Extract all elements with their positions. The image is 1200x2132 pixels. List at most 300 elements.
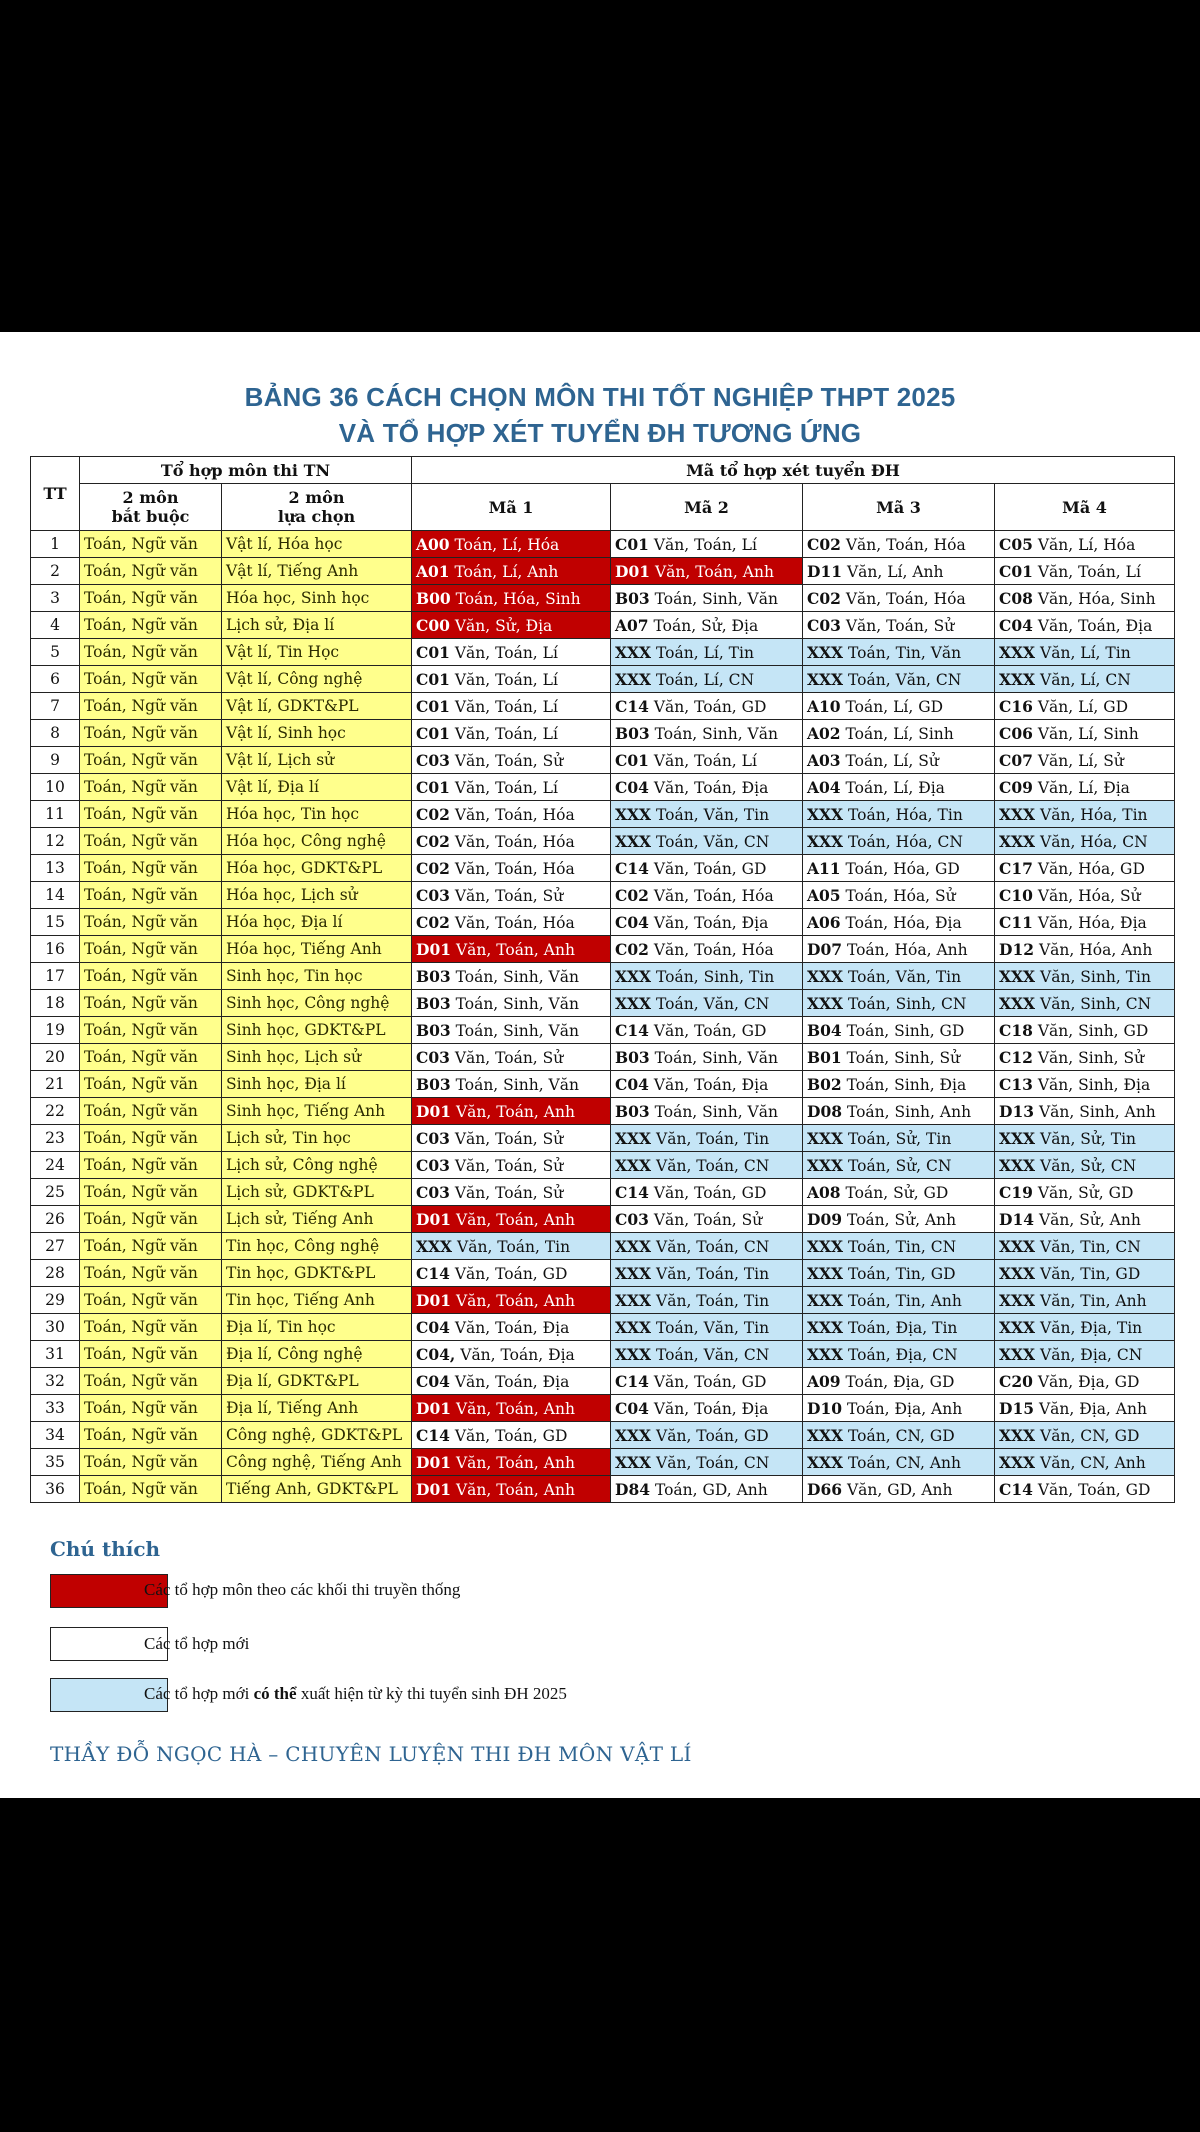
- ma-2-cell: [611, 936, 803, 963]
- combo-code: D84: [615, 1479, 651, 1499]
- combo-code: C01: [416, 696, 450, 716]
- combo-code: B00: [416, 588, 451, 608]
- legend-blue-bold: có thể: [253, 1684, 297, 1703]
- ma-1-cell: [412, 1152, 611, 1179]
- ma-3-cell: [803, 720, 995, 747]
- combo-code: XXX: [416, 1236, 453, 1256]
- table-row: [31, 1098, 1175, 1125]
- ma-2-cell: [611, 1395, 803, 1422]
- table-row: [31, 693, 1175, 720]
- table-row: [31, 531, 1175, 558]
- combo-code: XXX: [807, 1317, 844, 1337]
- ma-4-cell: [995, 909, 1175, 936]
- optional-subjects: Sinh học, Lịch sử: [222, 1044, 412, 1071]
- optional-subjects: Vật lí, GDKT&PL: [222, 693, 412, 720]
- ma-3-cell: [803, 1233, 995, 1260]
- combo-code: D09: [807, 1209, 843, 1229]
- optional-subjects: Vật lí, Hóa học: [222, 531, 412, 558]
- required-subjects: Toán, Ngữ văn: [80, 1368, 222, 1395]
- optional-subjects: Lịch sử, Tin học: [222, 1125, 412, 1152]
- combo-subjects: Văn, Toán, Hóa: [454, 832, 575, 851]
- combo-subjects: Văn, Toán, Địa: [653, 913, 769, 932]
- combo-code: B03: [615, 723, 650, 743]
- combo-subjects: Toán, Sinh, CN: [848, 994, 967, 1013]
- combo-subjects: Toán, CN, GD: [848, 1426, 955, 1445]
- required-subjects: Toán, Ngữ văn: [80, 1449, 222, 1476]
- ma-3-cell: [803, 1449, 995, 1476]
- table-row: [31, 909, 1175, 936]
- combo-code: C04: [416, 1317, 450, 1337]
- optional-subjects: Lịch sử, Địa lí: [222, 612, 412, 639]
- combo-code: C02: [416, 804, 450, 824]
- combo-code: A02: [807, 723, 841, 743]
- combo-code: C03: [416, 1155, 450, 1175]
- combo-subjects: Văn, Toán, Sử: [454, 1048, 564, 1067]
- combo-code: XXX: [807, 831, 844, 851]
- optional-subjects: Hóa học, GDKT&PL: [222, 855, 412, 882]
- ma-4-cell: [995, 666, 1175, 693]
- combo-code: XXX: [615, 642, 652, 662]
- row-number: 17: [31, 963, 80, 990]
- optional-subjects: Lịch sử, Tiếng Anh: [222, 1206, 412, 1233]
- required-subjects: Toán, Ngữ văn: [80, 1206, 222, 1233]
- combo-code: XXX: [615, 831, 652, 851]
- row-number: 5: [31, 639, 80, 666]
- header-to-hop-tn: Tổ hợp môn thi TN: [80, 457, 412, 484]
- header-ma-to-hop: Mã tổ hợp xét tuyển ĐH: [412, 457, 1175, 484]
- combo-code: B03: [416, 1074, 451, 1094]
- ma-4-cell: [995, 693, 1175, 720]
- combo-code: C08: [999, 588, 1033, 608]
- required-subjects: Toán, Ngữ văn: [80, 1179, 222, 1206]
- header-tt: TT: [31, 457, 80, 531]
- combo-code: A04: [807, 777, 841, 797]
- combo-code: XXX: [615, 1128, 652, 1148]
- combo-subjects: Văn, Toán, Sử: [454, 1183, 564, 1202]
- combo-subjects: Văn, Toán, Địa: [653, 1399, 769, 1418]
- combo-code: XXX: [807, 642, 844, 662]
- optional-subjects: Vật lí, Địa lí: [222, 774, 412, 801]
- combo-subjects: Văn, CN, Anh: [1040, 1453, 1146, 1472]
- combo-subjects: Toán, Văn, Tin: [656, 1318, 770, 1337]
- combo-code: C02: [615, 939, 649, 959]
- combo-code: XXX: [807, 1452, 844, 1472]
- combo-code: D15: [999, 1398, 1035, 1418]
- ma-4-cell: [995, 1368, 1175, 1395]
- combo-subjects: Văn, Toán, Lí: [653, 751, 757, 770]
- combo-code: C02: [615, 885, 649, 905]
- combo-code: A07: [615, 615, 649, 635]
- combo-subjects: Văn, Toán, GD: [653, 1183, 767, 1202]
- combo-subjects: Toán, Sinh, Sử: [846, 1048, 961, 1067]
- ma-4-cell: [995, 1098, 1175, 1125]
- table-row: [31, 1206, 1175, 1233]
- ma-4-cell: [995, 1341, 1175, 1368]
- ma-3-cell: [803, 882, 995, 909]
- combo-subjects: Văn, Toán, Sử: [454, 1156, 564, 1175]
- optional-subjects: Địa lí, GDKT&PL: [222, 1368, 412, 1395]
- required-subjects: Toán, Ngữ văn: [80, 666, 222, 693]
- combo-code: XXX: [999, 1317, 1036, 1337]
- combo-subjects: Văn, Địa, CN: [1040, 1345, 1143, 1364]
- combo-subjects: Toán, Hóa, Sử: [845, 886, 956, 905]
- ma-1-cell: [412, 1449, 611, 1476]
- row-number: 4: [31, 612, 80, 639]
- required-subjects: Toán, Ngữ văn: [80, 639, 222, 666]
- combo-subjects: Văn, Tin, Anh: [1040, 1291, 1147, 1310]
- table-row: [31, 747, 1175, 774]
- combo-code: A03: [807, 750, 841, 770]
- combo-code: XXX: [999, 831, 1036, 851]
- optional-subjects: Vật lí, Công nghệ: [222, 666, 412, 693]
- combo-code: C04: [416, 1371, 450, 1391]
- combo-subjects: Văn, Toán, GD: [656, 1426, 769, 1445]
- required-subjects: Toán, Ngữ văn: [80, 882, 222, 909]
- ma-3-cell: [803, 585, 995, 612]
- ma-3-cell: [803, 1044, 995, 1071]
- ma-1-cell: [412, 801, 611, 828]
- ma-3-cell: [803, 855, 995, 882]
- combo-subjects: Văn, Hóa, Anh: [1038, 940, 1153, 959]
- table-row: [31, 720, 1175, 747]
- combo-code: D01: [416, 1290, 452, 1310]
- row-number: 18: [31, 990, 80, 1017]
- table-row: [31, 666, 1175, 693]
- combo-subjects: Toán, Sử, Anh: [846, 1210, 957, 1229]
- combo-code: B01: [807, 1047, 842, 1067]
- combo-subjects: Văn, Lí, Sinh: [1037, 724, 1139, 743]
- combo-subjects: Văn, Toán, Tin: [656, 1129, 770, 1148]
- ma-4-cell: [995, 801, 1175, 828]
- combo-subjects: Toán, Sinh, Văn: [455, 1021, 579, 1040]
- combo-subjects: Văn, Toán, Hóa: [653, 886, 774, 905]
- ma-4-cell: [995, 774, 1175, 801]
- row-number: 9: [31, 747, 80, 774]
- required-subjects: Toán, Ngữ văn: [80, 963, 222, 990]
- ma-1-cell: [412, 909, 611, 936]
- ma-2-cell: [611, 1125, 803, 1152]
- combo-subjects: Văn, Toán, Lí: [454, 778, 558, 797]
- combo-code: XXX: [807, 1128, 844, 1148]
- combo-subjects: Văn, Toán, Tin: [656, 1264, 770, 1283]
- combo-code: XXX: [615, 1155, 652, 1175]
- combo-subjects: Văn, Toán, GD: [653, 1372, 767, 1391]
- combo-subjects: Toán, CN, Anh: [848, 1453, 962, 1472]
- combo-subjects: Toán, Sinh, GD: [846, 1021, 965, 1040]
- combo-subjects: Văn, Hóa, CN: [1040, 832, 1148, 851]
- optional-subjects: Sinh học, Tiếng Anh: [222, 1098, 412, 1125]
- combo-code: D01: [416, 1209, 452, 1229]
- ma-3-cell: [803, 774, 995, 801]
- combo-subjects: Toán, Hóa, Tin: [848, 805, 963, 824]
- combo-subjects: Văn, CN, GD: [1040, 1426, 1140, 1445]
- combo-code: D01: [615, 561, 651, 581]
- combo-subjects: Văn, Lí, CN: [1040, 670, 1131, 689]
- ma-2-cell: [611, 531, 803, 558]
- combo-subjects: Văn, Địa, Tin: [1040, 1318, 1143, 1337]
- combo-subjects: Văn, Toán, Sử: [454, 886, 564, 905]
- ma-2-cell: [611, 693, 803, 720]
- combo-subjects: Văn, GD, Anh: [846, 1480, 953, 1499]
- combo-subjects: Văn, Toán, Hóa: [845, 535, 966, 554]
- combo-code: D14: [999, 1209, 1035, 1229]
- combo-subjects: Toán, Lí, Tin: [656, 643, 754, 662]
- combo-code: D08: [807, 1101, 843, 1121]
- combo-subjects: Toán, Sinh, Văn: [654, 1048, 778, 1067]
- table-row: [31, 1179, 1175, 1206]
- combo-code: D10: [807, 1398, 843, 1418]
- combo-subjects: Toán, GD, Anh: [654, 1480, 768, 1499]
- combo-code: C17: [999, 858, 1033, 878]
- combo-code: D01: [416, 1398, 452, 1418]
- combo-subjects: Văn, Toán, Anh: [455, 1453, 575, 1472]
- combo-code: C01: [416, 777, 450, 797]
- combo-code: C00: [416, 615, 450, 635]
- combo-code: A09: [807, 1371, 841, 1391]
- combo-subjects: Toán, Lí, Địa: [845, 778, 945, 797]
- ma-2-cell: [611, 1341, 803, 1368]
- combo-subjects: Toán, Địa, Anh: [846, 1399, 963, 1418]
- combo-subjects: Toán, Sử, CN: [848, 1156, 952, 1175]
- table-row: [31, 1071, 1175, 1098]
- table-row: [31, 1395, 1175, 1422]
- combo-subjects: Văn, Toán, Lí: [1037, 562, 1141, 581]
- row-number: 12: [31, 828, 80, 855]
- header-required: [80, 484, 222, 531]
- ma-1-cell: [412, 990, 611, 1017]
- required-subjects: Toán, Ngữ văn: [80, 1125, 222, 1152]
- combo-subjects: Toán, Hóa, GD: [845, 859, 960, 878]
- combo-code: B03: [615, 1047, 650, 1067]
- combo-code: C04: [615, 777, 649, 797]
- ma-3-cell: [803, 1368, 995, 1395]
- row-number: 19: [31, 1017, 80, 1044]
- combo-subjects: Văn, Toán, Hóa: [845, 589, 966, 608]
- ma-4-cell: [995, 1071, 1175, 1098]
- table-row: [31, 1152, 1175, 1179]
- combo-code: XXX: [999, 1290, 1036, 1310]
- combo-code: XXX: [615, 1317, 652, 1337]
- combo-subjects: Văn, Toán, Địa: [454, 1318, 570, 1337]
- ma-1-cell: [412, 585, 611, 612]
- ma-2-cell: [611, 558, 803, 585]
- combo-code: C11: [999, 912, 1033, 932]
- combo-subjects: Toán, Tin, CN: [848, 1237, 957, 1256]
- combo-subjects: Văn, Sử, CN: [1040, 1156, 1137, 1175]
- ma-3-cell: [803, 1476, 995, 1503]
- combo-code: A01: [416, 561, 450, 581]
- ma-1-cell: [412, 1341, 611, 1368]
- ma-2-cell: [611, 1368, 803, 1395]
- combo-code: XXX: [999, 1452, 1036, 1472]
- combo-code: C04,: [416, 1344, 456, 1364]
- optional-subjects: Hóa học, Công nghệ: [222, 828, 412, 855]
- combo-code: A05: [807, 885, 841, 905]
- table-row: [31, 1449, 1175, 1476]
- combo-code: D11: [807, 561, 843, 581]
- ma-4-cell: [995, 1233, 1175, 1260]
- combo-subjects: Toán, Sinh, Địa: [846, 1075, 967, 1094]
- required-subjects: Toán, Ngữ văn: [80, 612, 222, 639]
- row-number: 1: [31, 531, 80, 558]
- combo-subjects: Văn, Toán, Hóa: [454, 913, 575, 932]
- combo-subjects: Toán, Văn, CN: [656, 994, 770, 1013]
- combo-subjects: Toán, Sử, Địa: [653, 616, 759, 635]
- combo-subjects: Văn, Toán, GD: [653, 1021, 767, 1040]
- legend-label-blue: [144, 1684, 567, 1704]
- combo-subjects: Văn, Lí, Anh: [846, 562, 944, 581]
- ma-3-cell: [803, 1395, 995, 1422]
- ma-3-cell: [803, 1422, 995, 1449]
- combo-subjects: Toán, Địa, CN: [848, 1345, 958, 1364]
- optional-subjects: Tiếng Anh, GDKT&PL: [222, 1476, 412, 1503]
- combo-subjects: Văn, Toán, Tin: [656, 1291, 770, 1310]
- combo-code: C02: [807, 588, 841, 608]
- ma-1-cell: [412, 720, 611, 747]
- combo-code: XXX: [807, 1236, 844, 1256]
- combo-subjects: Toán, Lí, GD: [845, 697, 944, 716]
- combo-code: A08: [807, 1182, 841, 1202]
- ma-4-cell: [995, 855, 1175, 882]
- ma-1-cell: [412, 639, 611, 666]
- combo-code: B02: [807, 1074, 842, 1094]
- combo-subjects: Văn, Sinh, Anh: [1038, 1102, 1156, 1121]
- combo-code: C03: [416, 1047, 450, 1067]
- combo-code: C01: [999, 561, 1033, 581]
- legend-blue-post: xuất hiện từ kỳ thi tuyển sinh ĐH 2025: [296, 1684, 567, 1703]
- table-row: [31, 1368, 1175, 1395]
- combo-code: B03: [416, 1020, 451, 1040]
- combo-subjects: Toán, Tin, GD: [848, 1264, 956, 1283]
- table-row: [31, 1341, 1175, 1368]
- ma-4-cell: [995, 1152, 1175, 1179]
- required-subjects: Toán, Ngữ văn: [80, 1071, 222, 1098]
- page-title: BẢNG 36 CÁCH CHỌN MÔN THI TỐT NGHIỆP THPT 2025: [244, 382, 956, 412]
- header-required-line1: 2 môn: [122, 488, 179, 507]
- ma-2-cell: [611, 1449, 803, 1476]
- combo-code: C03: [416, 1182, 450, 1202]
- combo-subjects: Văn, Toán, Tin: [457, 1237, 571, 1256]
- ma-3-cell: [803, 666, 995, 693]
- combination-table: [30, 456, 1175, 1503]
- required-subjects: Toán, Ngữ văn: [80, 1017, 222, 1044]
- combo-code: C14: [416, 1263, 450, 1283]
- combo-code: C01: [416, 723, 450, 743]
- combo-subjects: Văn, Toán, Anh: [455, 940, 575, 959]
- combo-code: D07: [807, 939, 843, 959]
- row-number: 28: [31, 1260, 80, 1287]
- ma-4-cell: [995, 612, 1175, 639]
- combo-subjects: Toán, Sinh, Văn: [455, 994, 579, 1013]
- ma-2-cell: [611, 585, 803, 612]
- combo-code: XXX: [807, 1344, 844, 1364]
- combo-code: C02: [416, 858, 450, 878]
- required-subjects: Toán, Ngữ văn: [80, 1098, 222, 1125]
- ma-1-cell: [412, 531, 611, 558]
- combo-subjects: Văn, Sử, Anh: [1038, 1210, 1141, 1229]
- required-subjects: Toán, Ngữ văn: [80, 1044, 222, 1071]
- combo-subjects: Văn, Toán, Lí: [454, 643, 558, 662]
- ma-4-cell: [995, 1206, 1175, 1233]
- combo-code: C09: [999, 777, 1033, 797]
- optional-subjects: Sinh học, Tin học: [222, 963, 412, 990]
- combo-subjects: Văn, Hóa, Tin: [1040, 805, 1148, 824]
- combo-subjects: Văn, Toán, CN: [656, 1156, 770, 1175]
- ma-4-cell: [995, 1179, 1175, 1206]
- combo-subjects: Văn, Hóa, Sinh: [1037, 589, 1156, 608]
- combo-code: XXX: [615, 1236, 652, 1256]
- ma-1-cell: [412, 1476, 611, 1503]
- table-row: [31, 1314, 1175, 1341]
- combo-code: C01: [416, 669, 450, 689]
- ma-3-cell: [803, 990, 995, 1017]
- table-row: [31, 990, 1175, 1017]
- combo-subjects: Văn, Sử, Địa: [454, 616, 553, 635]
- combo-code: C19: [999, 1182, 1033, 1202]
- combo-code: XXX: [999, 966, 1036, 986]
- ma-3-cell: [803, 639, 995, 666]
- combo-code: D13: [999, 1101, 1035, 1121]
- optional-subjects: Tin học, GDKT&PL: [222, 1260, 412, 1287]
- ma-4-cell: [995, 531, 1175, 558]
- ma-1-cell: [412, 1179, 611, 1206]
- combo-subjects: Toán, Địa, Tin: [848, 1318, 958, 1337]
- combo-code: C01: [416, 642, 450, 662]
- combo-code: D01: [416, 1479, 452, 1499]
- ma-4-cell: [995, 1260, 1175, 1287]
- table-row: [31, 1476, 1175, 1503]
- combo-code: C14: [615, 1020, 649, 1040]
- ma-4-cell: [995, 882, 1175, 909]
- combo-subjects: Văn, Toán, Sử: [454, 751, 564, 770]
- combo-subjects: Văn, Toán, Địa: [1037, 616, 1153, 635]
- table-row: [31, 639, 1175, 666]
- ma-1-cell: [412, 1260, 611, 1287]
- combo-code: C14: [416, 1425, 450, 1445]
- combo-code: B03: [416, 966, 451, 986]
- combo-code: XXX: [807, 1425, 844, 1445]
- row-number: 31: [31, 1341, 80, 1368]
- header-ma3: Mã 3: [803, 484, 995, 531]
- ma-3-cell: [803, 531, 995, 558]
- combo-code: XXX: [615, 966, 652, 986]
- required-subjects: Toán, Ngữ văn: [80, 1287, 222, 1314]
- combo-subjects: Văn, Lí, GD: [1037, 697, 1129, 716]
- ma-4-cell: [995, 639, 1175, 666]
- required-subjects: Toán, Ngữ văn: [80, 774, 222, 801]
- ma-1-cell: [412, 1071, 611, 1098]
- combo-code: A00: [416, 534, 450, 554]
- combo-subjects: Văn, Tin, GD: [1040, 1264, 1141, 1283]
- row-number: 20: [31, 1044, 80, 1071]
- combo-code: C14: [615, 696, 649, 716]
- combo-code: C06: [999, 723, 1033, 743]
- table-row: [31, 585, 1175, 612]
- ma-1-cell: [412, 612, 611, 639]
- ma-2-cell: [611, 1233, 803, 1260]
- ma-2-cell: [611, 1098, 803, 1125]
- combo-subjects: Văn, Toán, Địa: [454, 1372, 570, 1391]
- combo-subjects: Văn, Toán, Anh: [455, 1480, 575, 1499]
- combo-code: XXX: [615, 993, 652, 1013]
- legend-label-red: Các tổ hợp môn theo các khối thi truyền thống: [144, 1580, 461, 1599]
- combo-subjects: Toán, Tin, Anh: [848, 1291, 962, 1310]
- combo-subjects: Toán, Sinh, Anh: [846, 1102, 972, 1121]
- optional-subjects: Lịch sử, GDKT&PL: [222, 1179, 412, 1206]
- combo-subjects: Văn, Toán, CN: [656, 1453, 770, 1472]
- ma-2-cell: [611, 774, 803, 801]
- optional-subjects: Tin học, Tiếng Anh: [222, 1287, 412, 1314]
